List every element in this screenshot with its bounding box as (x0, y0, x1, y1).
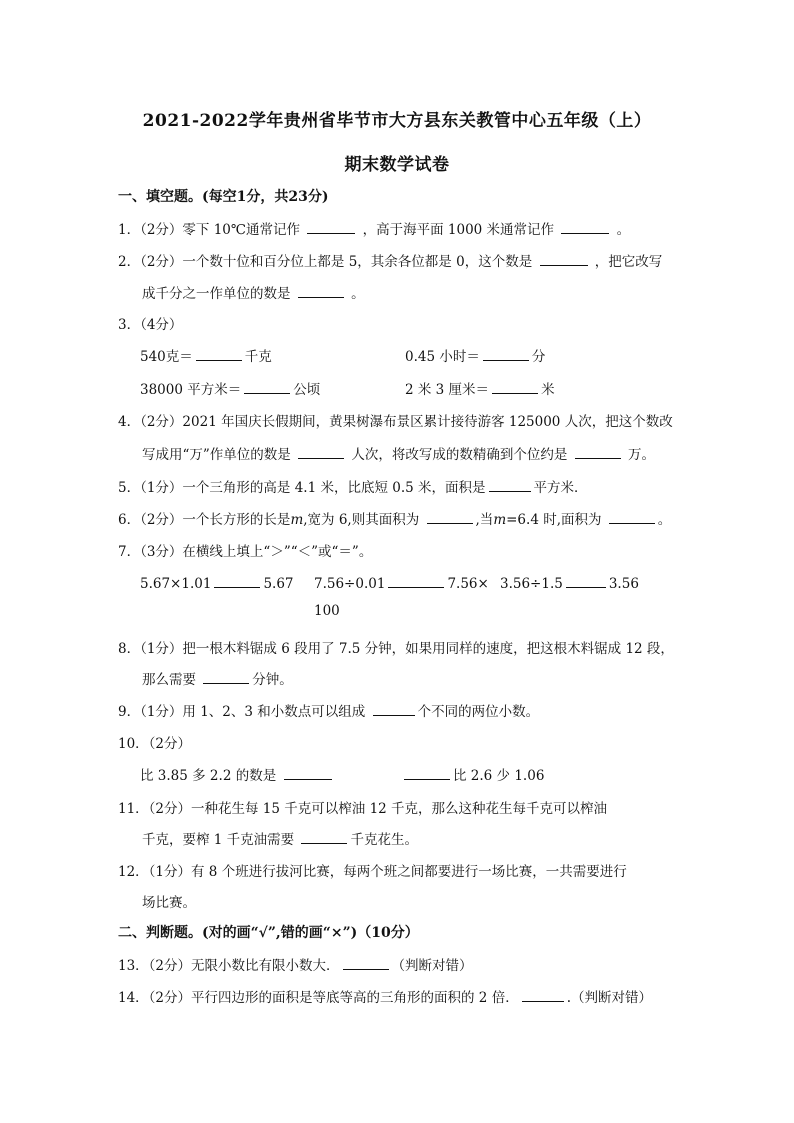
q3-item-1 (140, 345, 272, 365)
q4-text-b: 写成用“万”作单位的数是 (142, 447, 291, 463)
answer-blank[interactable] (566, 573, 606, 588)
answer-blank[interactable] (609, 509, 655, 524)
q11-text-c: 千克花生。 (350, 832, 418, 848)
q10-item-2 (404, 764, 544, 784)
q7-expr-1 (140, 573, 294, 592)
answer-blank[interactable] (575, 444, 621, 459)
question-11-cont (142, 828, 418, 848)
q1-text-b: ，高于海平面 1000 米通常记作 (362, 222, 555, 238)
question-8-cont (142, 668, 293, 688)
q4-text-d: 万。 (628, 447, 655, 463)
q13-text-b: （判断对错） (391, 958, 473, 974)
q6-text-a: 6．（2分）一个长方形的长是 (118, 512, 291, 528)
q1-text-a: 1．（2分）零下 10℃通常记作 (118, 222, 300, 238)
q1-text-c: 。 (616, 222, 631, 238)
q3-item-4-unit: 米 (541, 382, 555, 398)
question-2 (118, 250, 662, 270)
q3-item-3-text: 38000 平方米＝ (140, 382, 242, 398)
question-7-head: 7．（3分）在横线上填上“＞”“＜”或“＝”。 (118, 544, 373, 560)
answer-blank[interactable] (561, 219, 609, 234)
q7-expr-2-cont: 100 (314, 603, 340, 619)
question-14 (118, 986, 652, 1006)
answer-blank[interactable] (522, 987, 564, 1002)
answer-blank[interactable] (483, 346, 529, 361)
question-4-cont (142, 443, 655, 463)
q6-text-e: 。 (657, 512, 672, 528)
q14-text-b: .（判断对错） (566, 990, 652, 1006)
answer-blank[interactable] (540, 251, 588, 266)
page-title-line2: 期末数学试卷 (344, 155, 450, 175)
q3-item-2-unit: 分 (531, 349, 546, 365)
answer-blank[interactable] (404, 765, 450, 780)
question-6 (118, 508, 671, 528)
q2-text-b: ，把它改写 (594, 254, 663, 270)
q6-text-d: =6.4 时,面积为 (506, 512, 602, 528)
q7-expr-1-right: 5.67 (263, 576, 294, 592)
question-9 (118, 700, 539, 720)
q10-text-a: 比 3.85 多 2.2 的数是 (140, 768, 277, 784)
q2-text-a: 2．（2分）一个数十位和百分位上都是 5，其余各位都是 0，这个数是 (118, 254, 533, 270)
q3-item-3 (140, 378, 320, 398)
section-fill-in-heading: 一、填空题。(每空1分，共23分) (118, 189, 329, 205)
q9-text-b: 个不同的两位小数。 (417, 704, 540, 720)
q3-item-1-text: 540克＝ (140, 349, 193, 365)
answer-blank[interactable] (489, 477, 531, 492)
answer-blank[interactable] (298, 283, 344, 298)
q6-text-c: ,当 (475, 512, 494, 528)
q3-item-2-text: 0.45 小时＝ (405, 349, 480, 365)
answer-blank[interactable] (307, 219, 355, 234)
q2-text-c: 成千分之一作单位的数是 (142, 286, 291, 302)
q5-text-b: 平方米． (533, 480, 588, 496)
q6-text-b: ,宽为 6,则其面积为 (303, 512, 420, 528)
question-12: 12．（1分）有 8 个班进行拔河比赛，每两个班之间都要进行一场比赛，一共需要进行 (118, 864, 627, 880)
question-2-cont (142, 282, 365, 302)
q4-text-c: 人次，将改写成的数精确到个位约是 (351, 447, 568, 463)
q14-text-a: 14．（2分）平行四边形的面积是等底等高的三角形的面积的 2 倍． (118, 990, 519, 1006)
answer-blank[interactable] (284, 765, 332, 780)
q3-item-1-unit: 千克 (244, 349, 272, 365)
q3-item-4 (405, 378, 555, 398)
q2-text-d: 。 (351, 286, 365, 302)
q8-text-b: 那么需要 (142, 672, 196, 688)
q10-text-b: 比 2.6 少 1.06 (453, 768, 545, 784)
q7-expr-3 (500, 573, 639, 592)
q9-text-a: 9．（1分）用 1、2、3 和小数点可以组成 (118, 704, 366, 720)
page-title-line1: 2021-2022学年贵州省毕节市大方县东关教管中心五年级（上） (142, 111, 652, 131)
question-13 (118, 954, 473, 974)
q3-item-3-unit: 公顷 (293, 382, 321, 398)
q7-expr-2-left: 7.56÷0.01 (314, 576, 386, 592)
q7-expr-2 (314, 573, 489, 592)
q10-item-1 (140, 764, 335, 784)
answer-blank[interactable] (343, 955, 389, 970)
q13-text-a: 13．（2分）无限小数比有限小数大． (118, 958, 340, 974)
q3-item-2 (405, 345, 545, 365)
answer-blank[interactable] (203, 669, 249, 684)
question-8: 8．（1分）把一根木料锯成 6 段用了 7.5 分钟，如果用同样的速度，把这根木料锯成 12 段， (118, 641, 674, 657)
question-3-head: 3．（4分） (118, 317, 183, 333)
question-12-cont: 场比赛。 (142, 895, 196, 911)
q3-item-4-text: 2 米 3 厘米＝ (405, 382, 490, 398)
question-1 (118, 218, 630, 238)
answer-blank[interactable] (298, 444, 344, 459)
question-4: 4．（2分）2021 年国庆长假期间，黄果树瀑布景区累计接待游客 125000 人次，把这个数改 (118, 414, 673, 430)
answer-blank[interactable] (427, 509, 473, 524)
q8-text-c: 分钟。 (252, 672, 293, 688)
answer-blank[interactable] (244, 379, 290, 394)
question-5 (118, 476, 588, 496)
question-10-head: 10．（2分） (118, 736, 192, 752)
question-11: 11．（2分）一种花生每 15 千克可以榨油 12 千克，那么这种花生每千克可以榨油 (118, 801, 608, 817)
q5-text-a: 5．（1分）一个三角形的高是 4.1 米，比底短 0.5 米，面积是 (118, 480, 486, 496)
q7-expr-3-left: 3.56÷1.5 (500, 576, 563, 592)
answer-blank[interactable] (492, 379, 538, 394)
q11-text-b: 千克，要榨 1 千克油需要 (142, 832, 295, 848)
section-true-false-heading: 二、判断题。(对的画“√”,错的画“×”)（10分） (118, 925, 419, 941)
answer-blank[interactable] (373, 701, 415, 716)
answer-blank[interactable] (196, 346, 242, 361)
q6-variable: m (493, 512, 507, 528)
q7-expr-2-right: 7.56× (447, 576, 489, 592)
answer-blank[interactable] (388, 573, 444, 588)
q7-expr-3-right: 3.56 (608, 576, 639, 592)
q7-expr-1-left: 5.67×1.01 (140, 576, 212, 592)
q6-variable: m (290, 512, 304, 528)
answer-blank[interactable] (301, 829, 347, 844)
answer-blank[interactable] (214, 573, 260, 588)
